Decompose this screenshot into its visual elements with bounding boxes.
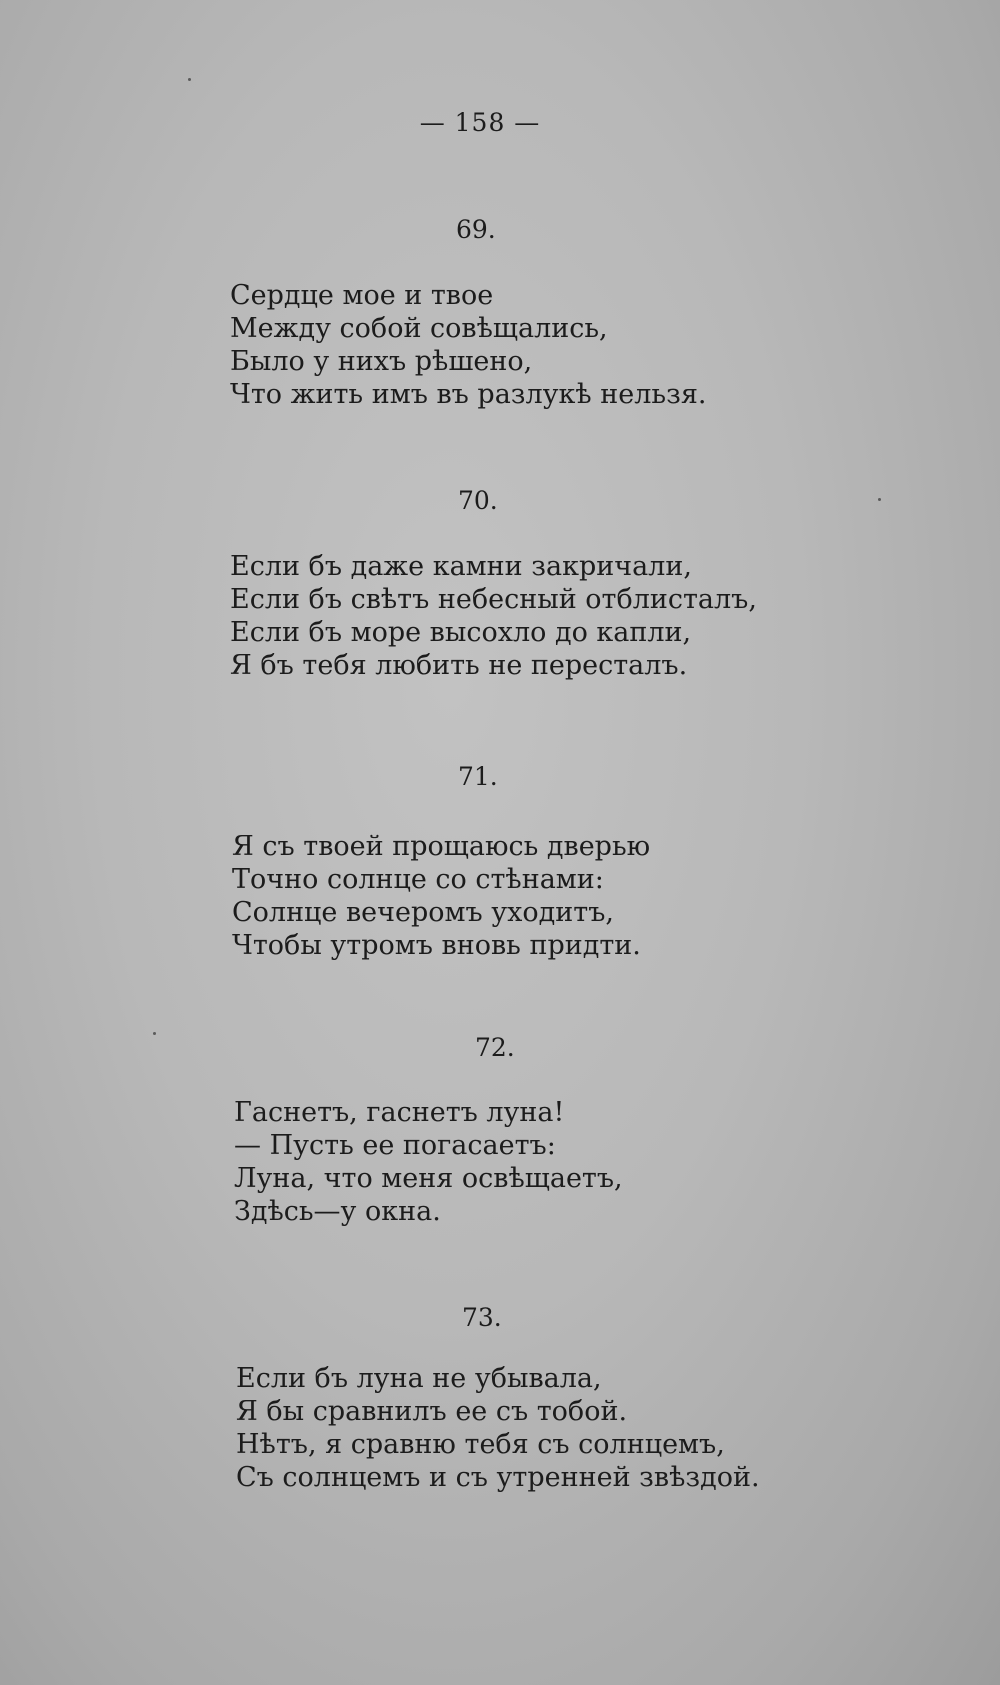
poem-line: Нѣтъ, я сравню тебя съ солнцемъ, (236, 1429, 725, 1460)
poem-number: 73. (462, 1303, 502, 1332)
page-number: — 158 — (419, 108, 541, 137)
poem-line: Я съ твоей прощаюсь дверью (232, 831, 651, 862)
poem-line: Здѣсь—у окна. (234, 1196, 441, 1227)
poem-line: Съ солнцемъ и съ утренней звѣздой. (236, 1462, 760, 1493)
poem-stanza (234, 1096, 623, 1228)
poem-line: Луна, что меня освѣщаетъ, (234, 1163, 623, 1194)
poem-stanza (232, 830, 650, 962)
poem-line: Если бъ свѣтъ небесный отблисталъ, (230, 584, 757, 615)
poem-line: Солнце вечеромъ уходитъ, (232, 897, 614, 928)
poem-number: 72. (475, 1033, 515, 1062)
poem-line: — Пусть ее погасаетъ: (234, 1130, 556, 1161)
poem-number: 70. (458, 486, 498, 515)
poem-stanza (230, 279, 706, 411)
poem-line: Было у нихъ рѣшено, (230, 346, 533, 377)
poem-line: Чтобы утромъ вновь придти. (232, 930, 641, 961)
poem-line: Я бы сравнилъ ее съ тобой. (236, 1396, 628, 1427)
poem-number: 69. (456, 215, 496, 244)
paper-speck (878, 498, 881, 501)
poem-line: Если бъ даже камни закричали, (230, 551, 692, 582)
poem-line: Сердце мое и твое (230, 280, 494, 311)
poem-line: Я бъ тебя любить не пересталъ. (230, 650, 688, 681)
poem-line: Если бъ луна не убывала, (236, 1363, 602, 1394)
poem-line: Если бъ море высохло до капли, (230, 617, 692, 648)
poem-line: Гаснетъ, гаснетъ луна! (234, 1097, 565, 1128)
poem-line: Что жить имъ въ разлукѣ нельзя. (230, 379, 707, 410)
poem-stanza (236, 1362, 760, 1494)
paper-speck (153, 1032, 156, 1035)
poem-number: 71. (458, 762, 498, 791)
paper-speck (188, 78, 191, 81)
poem-line: Между собой совѣщались, (230, 313, 608, 344)
poem-stanza (230, 550, 757, 682)
poem-line: Точно солнце со стѣнами: (232, 864, 604, 895)
